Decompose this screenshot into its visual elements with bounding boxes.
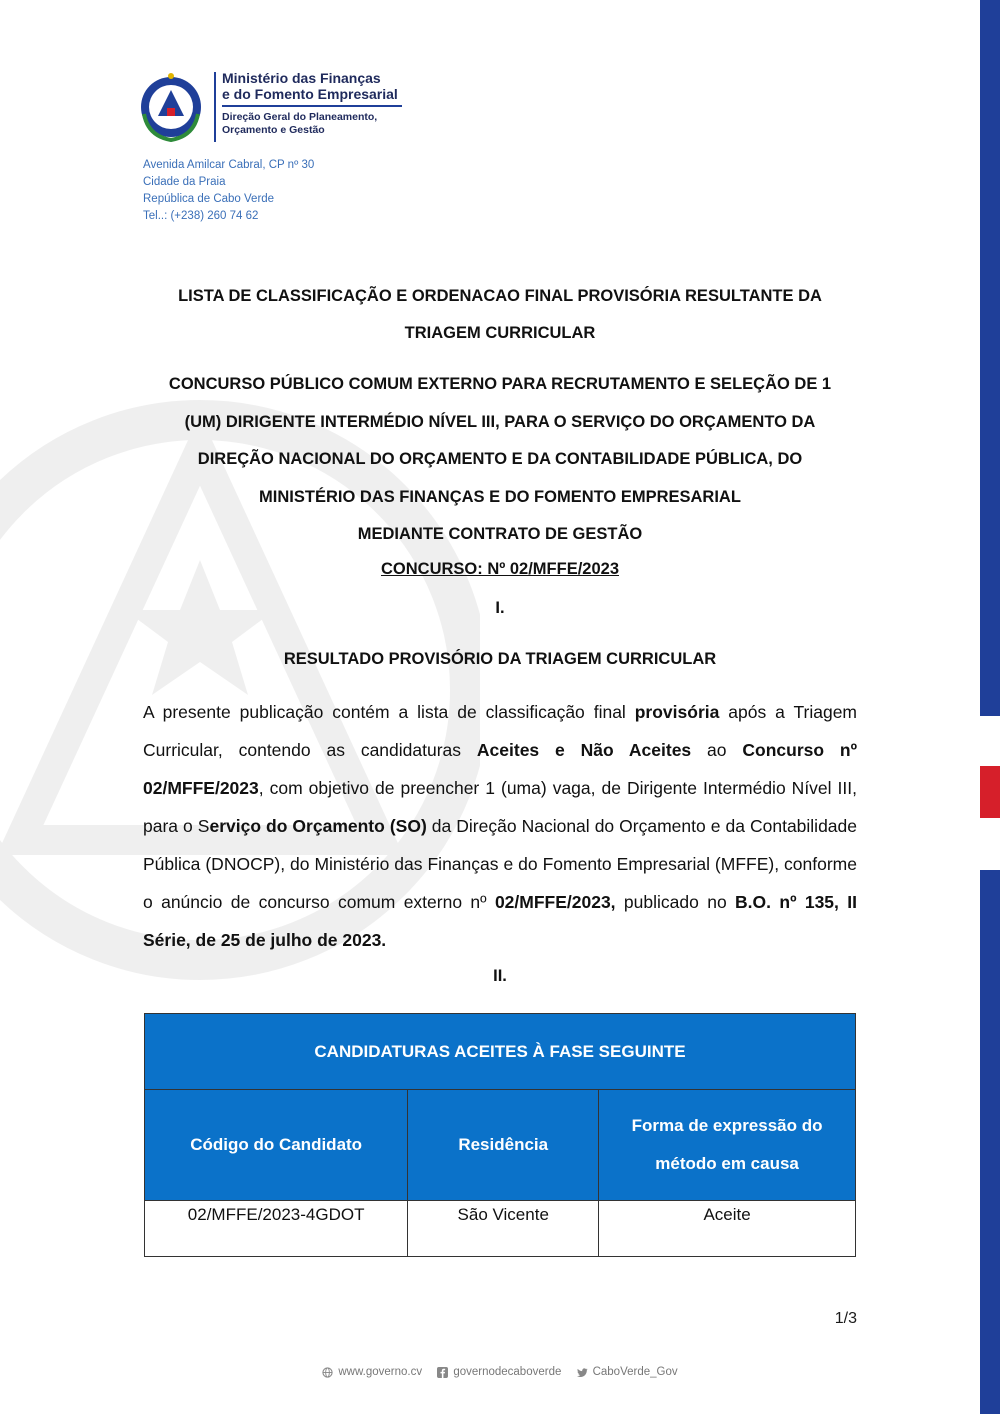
paragraph-text: ao [691, 740, 743, 760]
table-row [145, 1201, 856, 1257]
address-line: Tel..: (+238) 260 74 62 [143, 210, 259, 222]
logo-divider [214, 72, 216, 142]
twitter-icon [577, 1367, 588, 1378]
paragraph-bold: provisória [634, 702, 720, 722]
facebook-link[interactable]: governodecaboverde [453, 1366, 562, 1378]
contest-description-line: CONCURSO PÚBLICO COMUM EXTERNO PARA RECRUTAMENTO E SELEÇÃO DE 1 [168, 375, 832, 393]
paragraph-text: publicado no [615, 892, 736, 912]
address-line: República de Cabo Verde [143, 193, 275, 205]
cabo-verde-coat-of-arms-icon [134, 70, 208, 144]
contest-number: CONCURSO: Nº 02/MFFE/2023 [381, 560, 619, 578]
contest-description-line: DIREÇÃO NACIONAL DO ORÇAMENTO E DA CONTABILIDADE PÚBLICA, DO [197, 450, 803, 468]
footer-twitter[interactable] [577, 1366, 678, 1378]
contest-description-line: MEDIANTE CONTRATO DE GESTÃO [357, 525, 643, 543]
candidate-code-cell: 02/MFFE/2023-4GDOT [145, 1201, 408, 1257]
facebook-icon [437, 1367, 448, 1378]
document-title [143, 278, 857, 352]
address-line: Avenida Amilcar Cabral, CP nº 30 [143, 159, 315, 171]
paragraph-text: A presente publicação contém a lista de classificação final [143, 702, 635, 722]
brand-bar-top [980, 0, 1000, 716]
contest-description [143, 366, 857, 554]
ministry-name-line2: e do Fomento Empresarial [222, 86, 398, 102]
contest-description-line: (UM) DIRIGENTE INTERMÉDIO NÍVEL III, PARA O SERVIÇO DO ORÇAMENTO DA [184, 412, 816, 431]
accepted-candidates-table [144, 1013, 856, 1257]
paragraph-text: da Direção Nacional do Orçamento e da Contabilidade Pública (DNOCP), do Ministério das Finanças e do Fomento Empresarial (MFFE), conforme o anúncio de concurso comum externo nº [143, 816, 857, 912]
table-caption: CANDIDATURAS ACEITES À FASE SEGUINTE [145, 1014, 856, 1090]
paragraph-bold: erviço do Orçamento (SO) [209, 816, 427, 836]
address-line: Cidade da Praia [143, 176, 226, 188]
body-paragraph [143, 693, 857, 959]
paragraph-bold: 02/MFFE/2023, [494, 892, 616, 912]
globe-icon [322, 1367, 333, 1378]
column-header: Código do Candidato [145, 1090, 408, 1201]
footer [0, 1366, 1000, 1381]
document-title-line: TRIAGEM CURRICULAR [404, 324, 596, 342]
brand-bar-bottom [980, 870, 1000, 1414]
ministry-logo [134, 70, 402, 144]
page-number: 1/3 [834, 1310, 857, 1327]
section-number-2: II. [493, 967, 507, 985]
footer-website[interactable] [322, 1366, 422, 1378]
document-title-line: LISTA DE CLASSIFICAÇÃO E ORDENACAO FINAL PROVISÓRIA RESULTANTE DA [178, 287, 822, 305]
brand-bar-red [980, 766, 1000, 818]
address-block [143, 157, 314, 225]
residence-cell: São Vicente [408, 1201, 599, 1257]
logo-separator [222, 105, 402, 107]
website-link[interactable]: www.governo.cv [338, 1366, 423, 1378]
direction-name-line1: Direção Geral do Planeamento, [222, 111, 378, 123]
section-title-1: RESULTADO PROVISÓRIO DA TRIAGEM CURRICULAR [283, 650, 717, 668]
section-number-1: I. [495, 599, 505, 617]
paragraph-text: após a Triagem Curricular, contendo as candidaturas [143, 702, 857, 760]
paragraph-bold: B.O. nº 135, II Série, de 25 de julho de 2023. [143, 892, 857, 950]
column-header: Forma de expressão do método em causa [599, 1090, 856, 1201]
column-header: Residência [408, 1090, 599, 1201]
paragraph-bold: Aceites e Não Aceites [476, 740, 692, 760]
ministry-name-line1: Ministério das Finanças [222, 70, 381, 86]
paragraph-text: , com objetivo de preencher 1 (uma) vaga, de Dirigente Intermédio Nível III, para o S [143, 778, 857, 836]
paragraph-bold: Concurso nº 02/MFFE/2023 [143, 740, 857, 798]
contest-description-line: MINISTÉRIO DAS FINANÇAS E DO FOMENTO EMPRESARIAL [259, 487, 741, 506]
twitter-link[interactable]: CaboVerde_Gov [592, 1366, 678, 1378]
status-cell: Aceite [599, 1201, 856, 1257]
footer-facebook[interactable] [437, 1366, 561, 1378]
direction-name-line2: Orçamento e Gestão [222, 124, 325, 136]
